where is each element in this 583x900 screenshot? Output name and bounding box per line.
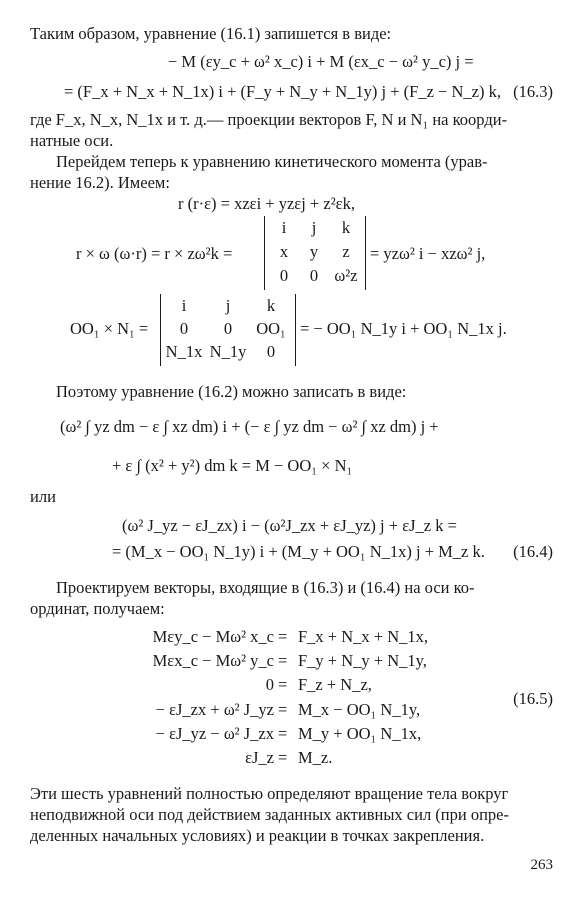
system-row-5-rhs: M_y + OO₁ N_1x, [298,724,422,743]
paragraph-projections-line-1: где F_x, N_x, N_1x и т. д.— проекции векторов F, N и N₁ на коорди- [30,110,508,129]
paragraph-intro: Таким образом, уравнение (16.1) запишется в виде: [30,24,392,43]
equation-16-4-line-2: = (M_x − OO₁ N_1y) i + (M_y + OO₁ N_1x) j + M_z k. [112,542,485,561]
equation-16-4-line-1: (ω² J_yz − εJ_zx) i − (ω²J_zx + εJ_yz) j + εJ_z k = [122,516,457,535]
paragraph-rewrite: Поэтому уравнение (16.2) можно записать в виде: [56,382,407,401]
det1-cell-r2c0: 0 [279,266,289,285]
system-row-6-lhs: εJ_z [245,748,274,767]
det1-cell-r2c1: 0 [309,266,319,285]
det2-cell-r2c1: N_1y [209,342,247,361]
det2-cell-r2c2: 0 [266,342,276,361]
det1-cell-r0c0: i [281,218,287,237]
system-row-4-rhs: M_x − OO₁ N_1y, [298,700,421,719]
determinant-2-lhs: OO₁ × N₁ = [70,319,149,338]
system-row-4-equals: = [278,700,288,719]
paragraph-conclusion-line-3: деленных начальных условиях) и реакции в точках закрепления. [30,826,485,845]
paragraph-project-line-2: ординат, получаем: [30,599,165,618]
det2-cell-r0c0: i [181,296,187,315]
equation-integrals-line-1: (ω² ∫ yz dm − ε ∫ xz dm) i + (− ε ∫ yz dm − ω² ∫ xz dm) j + [60,417,439,436]
system-row-5-lhs: − εJ_yz − ω² J_zx [155,724,274,743]
det2-cell-r0c1: j [225,296,231,315]
paragraph-projections-line-2: натные оси. [30,131,114,150]
system-row-1-lhs: Mεy_c − Mω² x_c [152,627,274,646]
equation-number-16-5: (16.5) [513,689,553,708]
determinant-1-lhs: r × ω (ω·r) = r × zω²k = [76,244,233,263]
det1-cell-r0c1: j [311,218,317,237]
system-row-2-equals: = [278,651,288,670]
system-row-3-equals: = [278,675,288,694]
det2-cell-r0c2: k [266,296,276,315]
det2-cell-r1c2: OO₁ [256,319,286,338]
paragraph-project-line-1: Проектируем векторы, входящие в (16.3) и (16.4) на оси ко- [56,578,475,597]
system-row-5-equals: = [278,724,288,743]
paragraph-conclusion-line-2: неподвижной оси под действием заданных активных сил (при опре- [30,805,509,824]
determinant-2-bars [160,294,296,366]
determinant-2-rhs: = − OO₁ N_1y i + OO₁ N_1x j. [300,319,507,338]
system-row-6-rhs: M_z. [298,748,333,767]
equation-number-16-3: (16.3) [513,82,553,101]
determinant-1-rhs: = yzω² i − xzω² j, [370,244,486,263]
system-row-2-lhs: Mεx_c − Mω² y_c [152,651,274,670]
det2-cell-r2c0: N_1x [165,342,203,361]
equation-number-16-4: (16.4) [513,542,553,561]
paragraph-kinetic-moment-line-2: нение 16.2). Имеем: [30,173,170,192]
det1-cell-r2c2: ω²z [334,266,358,285]
det2-cell-r1c0: 0 [179,319,189,338]
system-row-4-lhs: − εJ_zx + ω² J_yz [155,700,274,719]
system-row-1-equals: = [278,627,288,646]
equation-r-r-epsilon: r (r·ε) = xzεi + yzεj + z²εk, [178,194,355,213]
paragraph-or: или [30,487,56,506]
equation-16-3-line-1: − M (εy_c + ω² x_c) i + M (εx_c − ω² y_c) j = [168,52,474,71]
system-row-3-lhs: 0 [265,675,274,694]
paragraph-kinetic-moment-line-1: Перейдем теперь к уравнению кинетического момента (урав- [56,152,488,171]
det2-cell-r1c1: 0 [223,319,233,338]
page-number: 263 [530,857,553,873]
det1-cell-r1c2: z [342,242,350,261]
paragraph-conclusion-line-1: Эти шесть уравнений полностью определяют вращение тела вокруг [30,784,509,803]
determinant-1-bars [264,216,366,290]
system-row-1-rhs: F_x + N_x + N_1x, [298,627,428,646]
det1-cell-r1c1: y [309,242,319,261]
equation-16-3-line-2: = (F_x + N_x + N_1x) i + (F_y + N_y + N_1y) j + (F_z − N_z) k, [64,82,501,101]
det1-cell-r0c2: k [341,218,351,237]
equation-integrals-line-2: + ε ∫ (x² + y²) dm k = M − OO₁ × N₁ [112,456,353,475]
system-row-3-rhs: F_z + N_z, [298,675,372,694]
system-row-2-rhs: F_y + N_y + N_1y, [298,651,427,670]
det1-cell-r1c0: x [279,242,289,261]
system-row-6-equals: = [278,748,288,767]
